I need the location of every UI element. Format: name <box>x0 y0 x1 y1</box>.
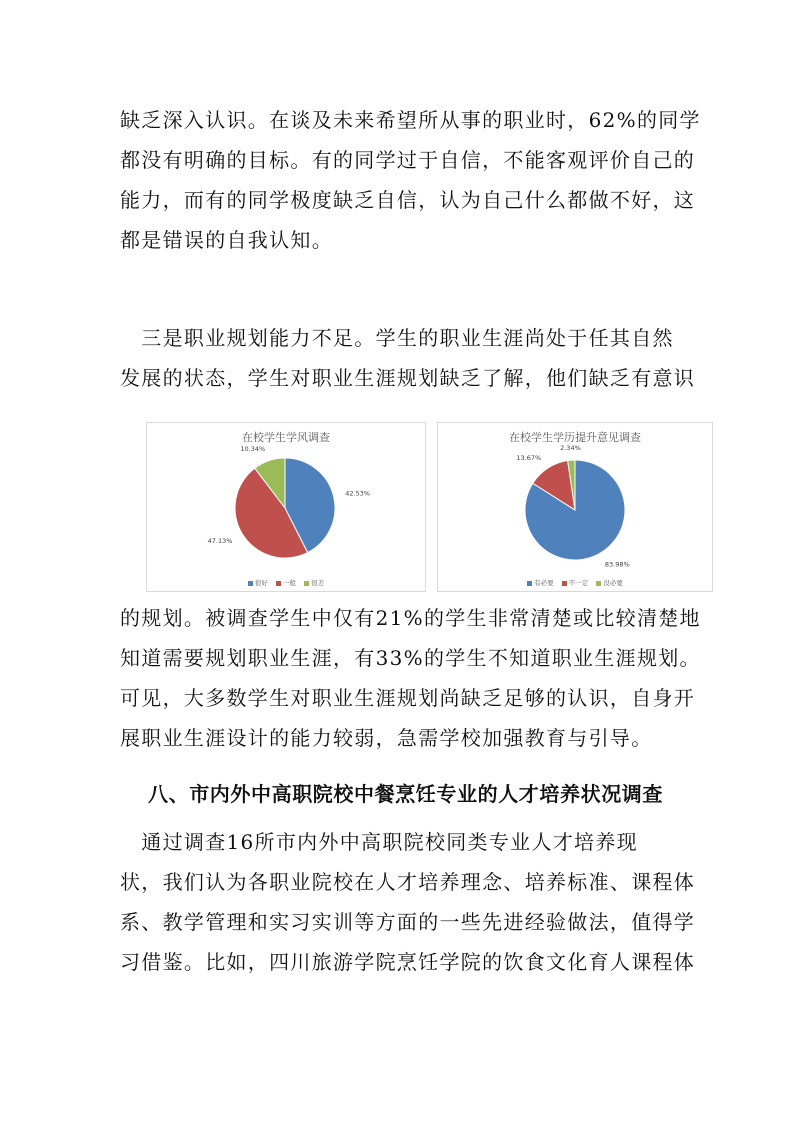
pie-slice-label: 13.67% <box>516 454 542 463</box>
legend-swatch <box>562 581 567 586</box>
pie-chart-degree-upgrade <box>437 422 713 592</box>
pie-slice-label: 47.13% <box>207 536 233 545</box>
legend-label: 不一定 <box>568 579 589 587</box>
text-line: 的规划。被调查学生中仅有21%的学生非常清楚或比较清楚地 <box>120 606 701 630</box>
paragraph-3 <box>120 598 701 758</box>
paragraph-1 <box>120 100 701 260</box>
text-line: 可见，大多数学生对职业生涯规划尚缺乏足够的认识，自身开 <box>120 686 696 710</box>
text-line: 三是职业规划能力不足。学生的职业生涯尚处于任其自然 <box>120 326 674 350</box>
legend-label: 有必要 <box>534 579 554 587</box>
text-line: 展职业生涯设计的能力较弱，急需学校加强教育与引导。 <box>120 726 653 750</box>
pie-slice-label: 83.98% <box>604 560 630 569</box>
legend-label: 很好 <box>254 579 268 587</box>
legend-swatch <box>248 581 253 586</box>
legend-swatch <box>527 581 532 586</box>
chart-legend <box>147 578 425 587</box>
text-line: 通过调查16所市内外中高职院校同类专业人才培养现 <box>120 830 638 854</box>
text-line: 能力，而有的同学极度缺乏自信，认为自己什么都做不好，这 <box>120 188 696 212</box>
pie-chart-study-style <box>146 422 426 592</box>
text-line: 发展的状态，学生对职业生涯规划缺乏了解，他们缺乏有意识 <box>120 366 696 390</box>
legend-label: 没必要 <box>603 579 623 587</box>
legend-swatch <box>596 581 601 586</box>
chart-title: 在校学生学风调查 <box>242 431 330 444</box>
text-line: 知道需要规划职业生涯，有33%的学生不知道职业生涯规划。 <box>120 646 701 670</box>
pie-slice-label: 42.53% <box>345 489 371 498</box>
legend-item <box>596 578 623 587</box>
pie-chart-svg <box>147 423 425 591</box>
text-line: 系、教学管理和实习实训等方面的一些先进经验做法，值得学 <box>120 910 696 934</box>
text-line: 状，我们认为各职业院校在人才培养理念、培养标准、课程体 <box>120 870 696 894</box>
paragraph-4 <box>120 822 696 982</box>
chart-title: 在校学生学历提升意见调查 <box>509 431 641 444</box>
legend-label: 很差 <box>311 579 325 587</box>
legend-item <box>248 578 268 587</box>
pie-slice-label: 10.34% <box>240 445 266 454</box>
section-heading: 八、市内外中高职院校中餐烹饪专业的人才培养状况调查 <box>148 782 663 806</box>
legend-item <box>304 578 324 587</box>
legend-swatch <box>304 581 309 586</box>
text-line: 都没有明确的目标。有的同学过于自信，不能客观评价自己的 <box>120 148 696 172</box>
legend-swatch <box>276 581 281 586</box>
legend-item <box>562 578 589 587</box>
legend-label: 一般 <box>283 579 296 587</box>
paragraph-2 <box>120 318 696 398</box>
text-line: 缺乏深入认识。在谈及未来希望所从事的职业时，62%的同学 <box>120 108 701 132</box>
text-line: 习借鉴。比如，四川旅游学院烹饪学院的饮食文化育人课程体 <box>120 950 696 974</box>
legend-item <box>527 578 554 587</box>
text-line: 都是错误的自我认知。 <box>120 228 333 252</box>
pie-slice-label: 2.34% <box>560 444 581 453</box>
legend-item <box>276 578 296 587</box>
pie-chart-svg <box>438 423 712 591</box>
chart-legend <box>438 578 712 587</box>
